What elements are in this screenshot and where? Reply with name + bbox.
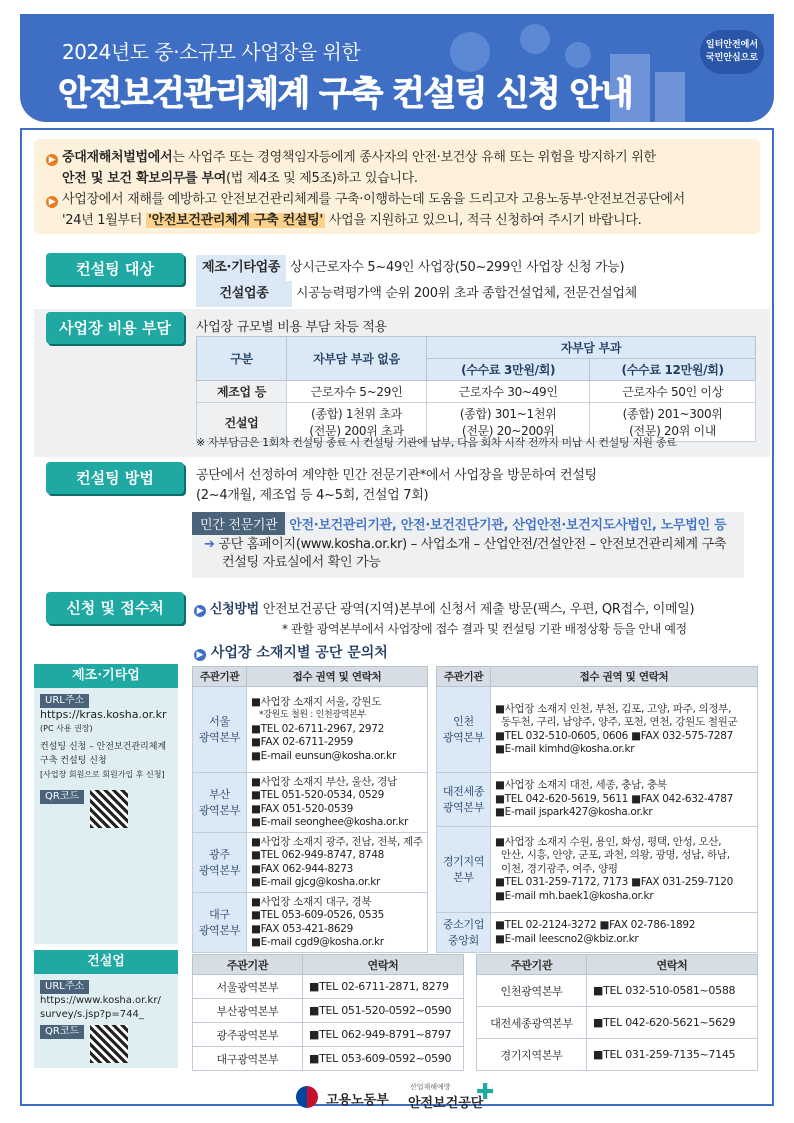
con-tel: ■TEL 053-609-0592~0590 [303,1047,464,1071]
qr-label: QR코드 [40,790,84,804]
info-line: ■E-mail jspark427@kosha.or.kr [495,806,653,819]
contact-org [193,687,247,773]
org-line: 광주 [209,847,230,861]
apply-method-title: 신청방법 [209,602,259,617]
moel-label: 고용노동부 [326,1093,389,1108]
method-text [196,466,597,506]
building-icon [655,72,685,122]
slogan-line: 일터안전에서 [705,40,759,50]
slogan-badge [700,30,764,74]
header-banner [20,14,774,122]
info-line: ■사업장 소재지 부산, 울산, 경남 [251,775,397,788]
contact-header: 연락처 [303,955,464,975]
cost-cell: 근로자수 5~29인 [287,381,427,403]
cost-cell: 근로자수 30~49인 [427,381,590,403]
target-text: 시공능력평가액 순위 200위 초과 종합건설업체, 전문건설업체 [295,286,637,301]
org-line: 중앙회 [448,933,479,947]
con-org: 서울광역본부 [193,975,303,999]
contact-header: 주관기관 [437,667,491,687]
section-target-label: 컨설팅 대상 [46,253,184,285]
contact-info [491,773,758,827]
target-content [196,255,637,307]
cost-header: 구분 [197,337,287,381]
contact-org [193,773,247,833]
slogan-line: 국민안심으로 [705,53,759,63]
url-label: URL주소 [40,694,89,708]
bullet-icon: ▶ [46,196,58,208]
side-con [34,950,178,1068]
kosha-sublabel: 산업재해예방 [410,1083,451,1091]
gear-icon [565,42,591,68]
contact-info [247,773,428,833]
contact-info [247,893,428,953]
qr-label: QR코드 [40,1025,84,1039]
con-tel: ■TEL 02-6711-2871, 8279 [303,975,464,999]
kosha-logo-icon: ✚ [476,1080,495,1105]
side-desc: 구축 컨설팅 신청 [40,756,107,766]
apply-note: * 관할 광역본부에서 사업장에 접수 결과 및 컨설팅 기관 배정상황 등을 안내 예정 [282,622,687,636]
side-mfg-title: 제조·기타업 [34,664,178,688]
info-line: ■E-mail mh.baek1@kosha.or.kr [495,889,654,902]
con-tel: ■TEL 032-510-0581~0588 [587,975,758,1007]
con-org: 경기지역본부 [477,1039,587,1071]
contact-info [247,687,428,773]
contact-org [437,913,491,953]
cost-header: 자부담 부과 [427,337,756,359]
info-line: 이천, 경기광주, 여주, 양평 [501,862,618,875]
org-line: 부산 [209,787,230,801]
org-line: 경기지역 [442,854,485,868]
info-line: ■TEL 053-609-0526, 0535 [251,909,385,921]
apply-method-text: 안전보건공단 광역(지역)본부에 신청서 제출 방문(팩스, 우편, QR접수, 이메일) [262,602,695,617]
info-line: ■E-mail cgd9@kosha.or.kr [251,936,384,948]
cost-cell-line: (종합) 301~1천위 [459,407,557,421]
moel-logo-icon [296,1086,318,1108]
intro-highlight: '안전보건관리체계 구축 컨설팅' [147,213,324,228]
cost-header: (수수료 12만원/회) [590,359,756,381]
institution-text: 안전·보건관리기관, 안전·보건진단기관, 산업안전·보건지도사법인, 노무법인 등 [289,518,727,533]
side-mfg-url[interactable]: https://kras.kosha.or.kr [40,708,167,721]
info-line: ■TEL 051-520-0534, 0529 [251,789,385,801]
info-line: ■E-mail seonghee@kosha.or.kr [251,816,409,828]
apply-method [194,598,694,617]
contact-header: 접수 권역 및 연락처 [247,667,428,687]
contact-header: 접수 권역 및 연락처 [491,667,758,687]
intro-text: 안전 및 보건 확보의무를 부여 [62,171,226,186]
contact-title-text: 사업장 소재지별 공단 문의처 [210,645,388,661]
cost-header: 자부담 부과 없음 [287,337,427,381]
con-org: 부산광역본부 [193,999,303,1023]
info-line: ■사업장 소재지 광주, 전남, 전북, 제주 [251,835,423,848]
info-line: ■E-mail gjcg@kosha.or.kr [251,876,381,888]
org-line: 광역본부 [198,730,241,744]
con-table-right [476,954,758,1071]
info-line: ■TEL 042-620-5619, 5611 ■FAX 042-632-4787 [495,792,734,805]
method-line: 공단에서 선정하여 계약한 민간 전문기관*에서 사업장을 방문하여 컨설팅 [196,468,597,483]
url-label: URL주소 [40,980,89,994]
method-link-line: 컨설팅 자료실에서 확인 가능 [222,555,381,570]
side-desc: 컨설팅 신청 – 안전보건관리체계 [40,742,167,752]
con-org: 인천광역본부 [477,975,587,1007]
intro-box [34,139,760,234]
cost-cell-line: (전문) 20~200위 [461,424,555,438]
header-subtitle: 2024년도 중·소규모 사업장을 위한 [62,40,361,64]
info-line: ■사업장 소재지 수원, 용인, 화성, 평택, 안성, 오산, [495,835,722,848]
contact-org [193,893,247,953]
method-link-text [204,536,726,572]
info-line: ■E-mail kimhd@kosha.or.kr [495,743,635,755]
footer [0,1082,794,1112]
org-line: 광역본부 [442,800,485,814]
target-tag: 제조·기타업종 [196,255,286,281]
info-line: ■사업장 소재지 대전, 세종, 충남, 충북 [495,779,667,792]
org-line: 대구 [209,907,230,921]
cost-intro: 사업장 규모별 비용 부담 차등 적용 [196,320,387,335]
contact-table-right [436,666,758,953]
contact-header: 주관기관 [477,955,587,975]
info-line: ■사업장 소재지 인천, 부천, 김포, 고양, 파주, 의정부, [495,702,732,715]
org-line: 중소기업 [442,917,485,931]
kosha-label: 안전보건공단 [408,1096,484,1111]
contact-org [437,827,491,913]
info-line: ■사업장 소재지 서울, 강원도 [251,695,382,708]
intro-text: 는 사업주 또는 경영책임자등에게 종사자의 안전·보건상 유해 또는 위험을 방지하기 위한 [172,150,656,165]
contact-org [193,833,247,893]
org-line: 본부 [453,870,474,884]
side-con-url[interactable]: https://www.kosha.or.kr/ [40,995,161,1006]
contact-header: 주관기관 [193,955,303,975]
info-line: ■TEL 02-6711-2967, 2972 [251,722,385,735]
side-desc: [사업장 회원으로 회원가입 후 신청] [40,770,165,779]
info-line: 동두천, 구리, 남양주, 양주, 포천, 연천, 강원도 철원군 [501,716,738,728]
intro-text: 사업을 지원하고 있으니, 적극 신청하여 주시기 바랍니다. [328,213,642,228]
org-line: 대전세종 [442,784,485,798]
contact-header: 주관기관 [193,667,247,687]
gear-icon [520,24,550,54]
contact-org [437,687,491,773]
con-tel: ■TEL 031-259-7135~7145 [587,1039,758,1071]
con-tel: ■TEL 062-949-8791~8797 [303,1023,464,1047]
org-line: 광역본부 [442,730,485,744]
bullet-icon: ▶ [46,154,58,166]
con-org: 대구광역본부 [193,1047,303,1071]
target-text: 상시근로자수 5~49인 사업장(50~299인 사업장 신청 가능) [290,260,625,275]
con-org: 광주광역본부 [193,1023,303,1047]
info-line: ■FAX 062-944-8273 [251,862,353,875]
method-institution [192,512,726,535]
contact-table-left [192,666,428,953]
cost-row-label: 건설업 [197,403,287,442]
cost-cell-line: (전문) 200위 초과 [309,424,404,438]
org-line: 인천 [453,714,474,728]
url-note: (PC 사용 권장) [40,724,93,733]
info-line: ■FAX 051-520-0539 [251,802,353,815]
intro-text: 중대재해처벌법에서 [62,150,173,165]
method-line: (2~4개월, 제조업 등 4~5회, 건설업 7회) [196,488,429,503]
section-cost-label: 사업장 비용 부담 [46,312,184,344]
bullet-icon: ▶ [194,605,206,617]
arrow-icon: ➔ [204,537,215,552]
qr-code[interactable] [90,790,128,828]
con-tel: ■TEL 051-520-0592~0590 [303,999,464,1023]
cost-header: (수수료 3만원/회) [427,359,590,381]
info-line: ■TEL 02-2124-3272 ■FAX 02-786-1892 [495,919,696,931]
bullet-icon: ▶ [194,649,206,661]
side-con-url[interactable]: survey/s.jsp?p=744_ [40,1009,144,1020]
side-mfg [34,664,178,944]
intro-text: 사업장에서 재해를 예방하고 안전보건관리체계를 구축·이행하는데 도움을 드리고자 고용노동부·안전보건공단에서 [62,192,685,207]
method-link-line: 공단 홈페이지(www.kosha.or.kr) – 사업소개 – 산업안전/건설안전 – 안전보건관리체계 구축 [218,537,727,552]
con-org: 대전세종광역본부 [477,1007,587,1039]
info-line: ■E-mail leescno2@kbiz.or.kr [495,932,639,945]
info-line: ■E-mail eunsun@kosha.or.kr [251,749,396,762]
contact-info [491,913,758,953]
org-line: 광역본부 [198,923,241,937]
info-line: ■FAX 053-421-8629 [251,922,353,935]
contact-header: 연락처 [587,955,758,975]
cost-cell: 근로자수 50인 이상 [590,381,756,403]
info-line: ■TEL 031-259-7172, 7173 ■FAX 031-259-7120 [495,876,734,889]
cost-note: ※ 자부담금은 1회차 컨설팅 종료 시 컨설팅 기관에 납부, 다음 회차 시작 전까지 미납 시 컨설팅 지원 종료 [196,436,677,449]
contact-info [247,833,428,893]
cost-cell-line: (종합) 1천위 초과 [311,407,402,421]
section-apply-label: 신청 및 접수처 [46,592,184,624]
con-table-left [192,954,464,1071]
section-method-label: 컨설팅 방법 [46,462,184,494]
cost-cell-line: (전문) 20위 이내 [629,424,717,438]
info-line: ■TEL 032-510-0605, 0606 ■FAX 032-575-7287 [495,729,734,742]
info-line: ■사업장 소재지 대구, 경북 [251,895,372,908]
contact-info [491,687,758,773]
cost-row-label: 제조업 등 [197,381,287,403]
con-tel: ■TEL 042-620-5621~5629 [587,1007,758,1039]
side-con-title: 건설업 [34,950,178,974]
cost-table [196,336,756,442]
qr-code[interactable] [90,1025,128,1063]
org-line: 광역본부 [198,803,241,817]
cost-cell-line: (종합) 201~300위 [622,407,723,421]
intro-text: '24년 1월부터 [62,213,143,228]
info-line: 안산, 시흥, 안양, 군포, 과천, 의왕, 광명, 성남, 하남, [501,849,730,862]
page-title: 안전보건관리체계 구축 컨설팅 신청 안내 [58,74,633,114]
info-line: ■FAX 02-6711-2959 [251,736,353,749]
institution-tag: 민간 전문기관 [192,512,285,535]
contact-title [194,642,388,662]
target-tag: 건설업종 [196,281,292,307]
contact-info [491,827,758,913]
intro-text: (법 제4조 및 제5조)하고 있습니다. [226,171,418,186]
info-line: ■TEL 062-949-8747, 8748 [251,849,385,861]
org-line: 서울 [209,714,230,728]
org-line: 광역본부 [198,863,241,877]
info-line: *강원도 철원 : 인천광역본부 [259,710,366,721]
contact-org [437,773,491,827]
